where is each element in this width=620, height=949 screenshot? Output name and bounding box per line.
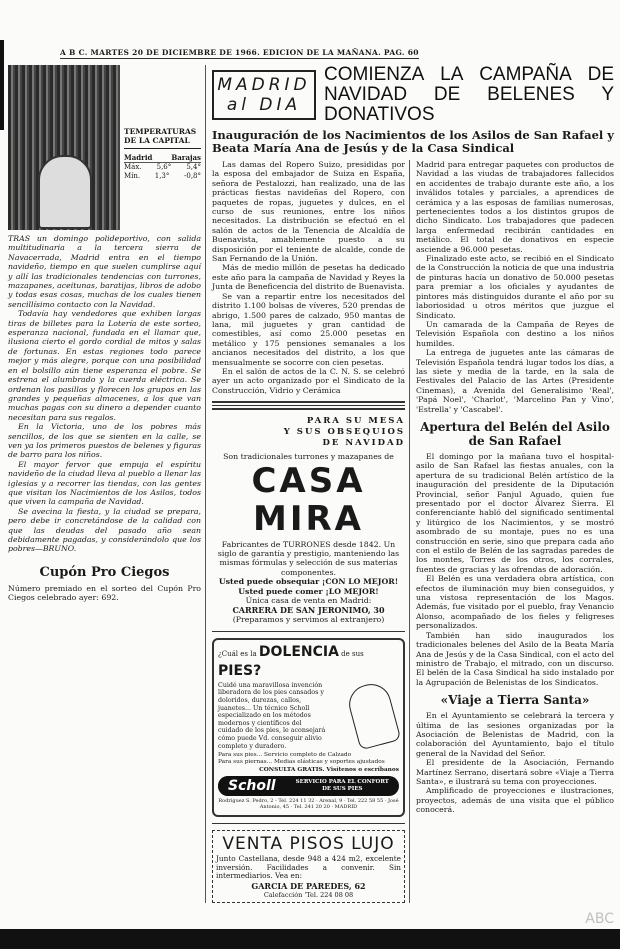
temperatures-header xyxy=(124,153,201,163)
main-story-area xyxy=(212,65,614,903)
col-barajas: Barajas xyxy=(171,153,201,162)
page-body xyxy=(8,65,614,903)
headline-part: DOLENCIA xyxy=(258,643,339,660)
ad-brand-name: CASA MIRA xyxy=(251,460,366,539)
scholl-line: Para sus piernas... Medias elásticas y soportes ajustados xyxy=(218,759,385,766)
middle-article xyxy=(212,160,405,395)
ad-intro: Son tradicionales turrones y mazapanes de xyxy=(223,452,394,462)
temperatures-title: TEMPERATURAS DE LA CAPITAL xyxy=(124,127,201,149)
article-paragraph: Todavía hay vendedores que exhiben largas tiras de billetes para la Lotería de este sorteo, esperanza nacional, fundada en el llamar que, ilusiona cierto el gordo cordial de mitos y salas de fortunas. En estas regiones todo parece mejor y más alegre, porque con una posibilidad en el bolsillo aún tiene esperanza el pobre. Se estrena el alumbrado y la cuerda eléctrica. Se ordenan los pasillos y florecen los grupos en las grandes y pequeñas almacenes, a los que van muchas pagas con su dinero a depender cuanto necesitan para sus regalos. xyxy=(8,309,201,422)
viaje-title: «Viaje a Tierra Santa» xyxy=(440,693,590,708)
article-paragraph: Se van a repartir entre los necesitados del distrito 1.100 bolsas de víveres, 520 prendas de abrigo, 1.500 pares de calzado, 950 mantas de lana, mil juguetes y gran cantidad de comestibles, así como 25.000 pesetas en metálico y 175 pensiones semanales a los ancianos necesitados del distrito, a los que mensualmente se socorre con cien pesetas. xyxy=(212,291,405,367)
ad-shop-label: Única casa de venta en Madrid: xyxy=(245,596,372,605)
divider-rules xyxy=(212,401,405,410)
madrid-al-dia-box xyxy=(212,70,316,120)
main-subhead: Inauguración de los Nacimientos de los Asilos de San Rafael y Beata María Ana de Jesús y de la Casa Sindical xyxy=(212,128,614,155)
nativity-photo xyxy=(8,65,120,230)
divider xyxy=(212,631,405,632)
main-headline: COMIENZA LA CAMPAÑA DE NAVIDAD DE BELENES Y DONATIVOS xyxy=(324,64,614,125)
article-paragraph: El Belén es una verdadera obra artística, con efectos de iluminación muy bien conseguidos, y una vistosa representación de los Magos. Además, fue visitado por el pueblo, fray Venancio Alonso, acompañado de los fieles y feligreses personalizados. xyxy=(416,574,614,631)
ad-body: Fabricantes de TURRONES desde 1842. Un siglo de garantía y prestigio, manteniendo las mismas fórmulas y selección de sus materias componentes. xyxy=(217,539,400,577)
ad-address: CARRERA DE SAN JERONIMO, 30 xyxy=(232,605,385,616)
article-paragraph: El presidente de la Asociación, Fernando Martínez Serrano, disertará sobre «Viaje a Tierra Santa», e ilustrará su tema con proyecciones. xyxy=(416,758,614,786)
figure-shape xyxy=(38,155,92,229)
article-paragraph: La entrega de juguetes ante las cámaras de Televisión Española tendrá lugar todos los días, a las siete y media de la tarde, en la sala de Festivales del Palacio de las Artes (Presidente Cinemas), a Avenida del Generalísimo 'Real', 'Papá Noel', 'Charlot', 'Marcelino Pan y Vino', 'Estrella' y 'Cascabel'. xyxy=(416,348,614,414)
article-paragraph: Más de medio millón de pesetas ha dedicado este año para la campaña de Navidad y Reyes la Junta de Beneficencia del distrito de Buenavista. xyxy=(212,263,405,292)
article-paragraph: TRAS un domingo polideportivo, con salida multitudinaria a la tercera sierra de Navacerrada, Madrid entra en el tiempo navideño, tiempo en que suelen cumplirse aquí y allí las tradicionales tendencias con turrones, mazapanes, aceitunas, baratijas, libros de adobo y todas esas cosas, muchas de los cuales tienen sencillísimo contacto con la Navidad. xyxy=(8,234,201,309)
article-paragraph: En el salón de actos de la C. N. S. se celebró ayer un acto organizado por el Sindicato de la Construcción, Vidrio y Cerámica xyxy=(212,366,405,395)
pisos-address: GARCIA DE PAREDES, 62 xyxy=(251,881,366,892)
temperatures-box xyxy=(124,127,201,181)
headline-part: ¿Cuál es la xyxy=(218,649,257,658)
scan-left-edge xyxy=(0,40,4,130)
viaje-article xyxy=(416,711,614,814)
divider xyxy=(212,823,405,824)
scholl-headline xyxy=(218,644,399,682)
scholl-ad xyxy=(212,638,405,817)
coupon-title: Cupón Pro Ciegos xyxy=(39,564,170,580)
scholl-addresses: Rodríguez S. Pedro, 2 - Tel. 224 11 32 · Arenal, 9 · Tel. 222 58 55 · José Antonio, 45 · Tel. 241 20 20 · MADRID xyxy=(218,797,399,811)
belen-article xyxy=(416,452,614,687)
section-line-1: MADRID xyxy=(217,75,311,95)
temp-label: Máx. xyxy=(124,163,142,171)
article-paragraph: El domingo por la mañana tuvo el hospital-asilo de San Rafael las fiestas anuales, con la apertura de su tradicional Belén artístico de la inauguración del presidente de la Diputación Provincial, señor Fanjul Aguado, quien fue presentado por el doctor Álvarez Sierra. El conferenciante habló del significado sentimental y litúrgico de los Nacimientos, y se mostró asombrado de su montaje, pues no es una construcción en serie, sino que prepara cada año con el estilo de Belén de las sagradas paredes de los montes, Torres de los otros, los corrales, fuentes de gracias y las ofrendas de adoración. xyxy=(416,451,614,574)
article-paragraph: En la Victoria, uno de los pobres más sencillos, de los que se sienten en la calle, se ven ya los primeros puestos de belenes y figuras de barro para los niños. xyxy=(8,422,201,460)
ad-note: (Preparamos y servimos al extranjero) xyxy=(232,615,385,625)
right-article xyxy=(416,160,614,414)
pisos-phone: Calefacción 'Tel. 224 08 08 xyxy=(263,891,354,900)
pisos-body: Junto Castellana, desde 948 a 424 m2, excelente inversión. Facilidades a convenir. Sin intermediarios. Vea en: xyxy=(216,853,401,881)
article-paragraph: Un camarada de la Campaña de Reyes de Televisión Española con destino a los niños humildes. xyxy=(416,319,614,348)
belen-title: Apertura del Belén del Asilo de San Rafael xyxy=(420,419,610,448)
article-paragraph: El mayor fervor que empuja el espíritu navideño de la ciudad lleva al pueblo a llenar las iglesias y a recorrer las tiendas, con las gentes que visitan los Nacimientos de los Asilos, todos que viven la campaña de Navidad. xyxy=(8,459,201,507)
coupon-text: Número premiado en el sorteo del Cupón Pro Ciegos celebrado ayer: 692. xyxy=(8,583,201,603)
temp-value: 5,4° xyxy=(186,163,201,171)
scholl-logo: Scholl xyxy=(218,776,286,796)
pisos-title: VENTA PISOS LUJO xyxy=(222,833,395,854)
scholl-free: CONSULTA GRATIS. Visítenos o escríbanos xyxy=(259,766,399,773)
temp-value: -0,8° xyxy=(184,172,201,180)
article-paragraph: Finalizado este acto, se recibió en el Sindicato de la Construcción la noticia de que una industria de pinturas hacía un donativo de 50.000 pesetas para premiar a los oficiales y ayudantes de pintores más distinguidos durante el año por su laboriosidad u otros méritos que juzgue el Sindicato. xyxy=(416,254,614,320)
article-paragraph: En el Ayuntamiento se celebrará la tercera y última de las sesiones organizadas por la Asociación de Belenistas de Madrid, con la colaboración del Ayuntamiento, bajo el título general de la Navidad del Señor. xyxy=(416,711,614,758)
scholl-tagline: SERVICIO PARA EL CONFORT DE SUS PIES xyxy=(295,778,389,792)
temp-value: 1,3° xyxy=(154,172,170,180)
section-line-2: al DIA xyxy=(226,95,302,115)
left-column xyxy=(8,65,206,903)
ad-kicker: DE NAVIDAD xyxy=(322,438,405,449)
scan-bottom-edge xyxy=(0,929,620,949)
article-paragraph: Las damas del Ropero Suizo, presididas por la esposa del embajador de Suiza en España, señora de Pestalozzi, han realizado, una de las prácticas fiestas navideñas del Ropero, con paquetes de ropas, juguetes y dulces, en el curso de sus reuniones, entre los niños necesitados. La distribución se efectuó en el salón de actos de la Tenencia de Alcaldía de Buenavista, amablemente puesto a su disposición por el teniente de alcalde, conde de San Fernando de la Unión. xyxy=(212,160,405,264)
temp-row-min xyxy=(124,172,201,181)
foot-illustration xyxy=(332,682,399,750)
scholl-body: Cuidé una maravillosa invención liberadora de los pies cansados y doloridos, durezas, callos, juanetes... Un técnico Scholl especializado en los métodos modernos y científicos del cuidado de los pies, le aconsejará cómo puede Vd. conseguir alivio completo y duradero. xyxy=(218,681,326,750)
article-paragraph: También han sido inaugurados los tradicionales belenes del Asilo de la Beata María Ana de Jesús y de la Casa Sindical, con el acto del ministro de Trabajo, el mitrado, con un discurso. El belén de la Casa Sindical ha sido instalado por la Agrupación de Belenistas de los Sindicatos. xyxy=(416,630,614,687)
ad-kicker: Y SUS OBSEQUIOS xyxy=(283,427,405,438)
ad-slogan: Usted puede comer ¡LO MEJOR! xyxy=(238,586,379,596)
ad-kicker: PARA SU MESA xyxy=(306,416,405,427)
left-article xyxy=(8,234,201,554)
scholl-line: Para sus pies... Servicio completo de Calzado xyxy=(218,752,352,759)
headline-part: de sus xyxy=(341,649,364,658)
ad-slogan: Usted puede obsequiar ¡CON LO MEJOR! xyxy=(218,577,399,587)
watermark: ABC xyxy=(585,911,614,928)
casa-mira-ad xyxy=(212,416,405,625)
temp-value: 5,6° xyxy=(156,163,172,171)
page-folio: A B C. MARTES 20 DE DICIEMBRE DE 1966. EDICION DE LA MAÑANA. PAG. 60 xyxy=(60,48,419,57)
temp-row-max xyxy=(124,163,201,172)
right-column xyxy=(416,160,614,903)
article-paragraph: Madrid para entregar paquetes con productos de Navidad a las viudas de trabajadores fallecidos en accidentes de trabajo durante este año, a los inválidos totales y parciales, a aprendices de cerámica y a las esposas de familias numerosas, pertenecientes todos a los distintos grupos de dicho Sindicato. Los trabajadores que padecen larga enfermedad recibirán cantidades en metálico. El total de donativos en especie asciende a 96.000 pesetas. xyxy=(416,160,614,254)
temp-label: Mín. xyxy=(124,172,141,180)
headline-part: PIES? xyxy=(218,662,262,679)
venta-pisos-ad xyxy=(212,830,405,903)
col-madrid: Madrid xyxy=(124,153,153,162)
middle-column xyxy=(212,160,410,903)
article-paragraph: Se avecina la fiesta, y la ciudad se prepara, pero debe ir concretándose de la calidad con que las deudas del pasado año sean debidamente pagadas, y considerándolo que los pobres—BRUNO. xyxy=(8,506,201,554)
article-paragraph: Amplificado de proyecciones e ilustraciones, proyectos, además de una visita que el público conocerá. xyxy=(416,786,614,815)
